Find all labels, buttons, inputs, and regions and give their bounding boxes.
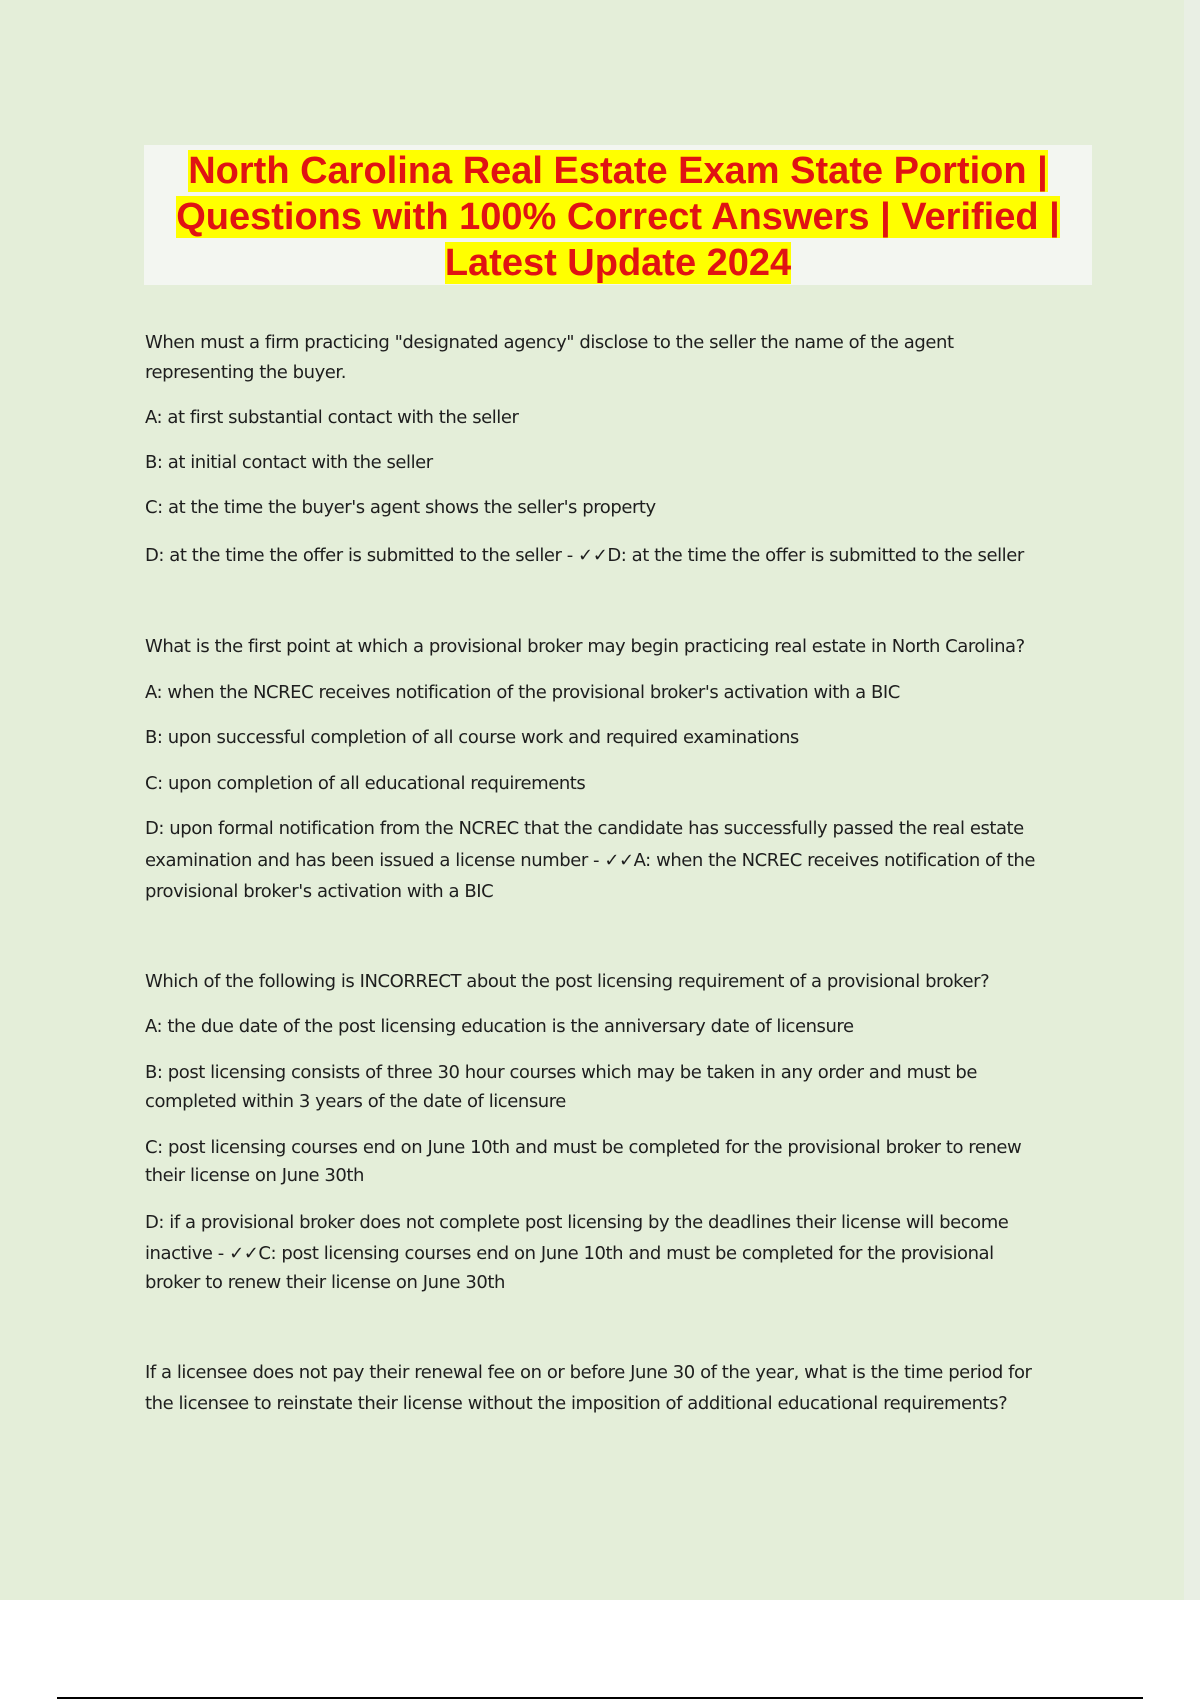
question-1-option-c: C: at the time the buyer's agent shows the seller's property bbox=[145, 497, 656, 518]
question-1-text-line-1: When must a firm practicing "designated agency" disclose to the seller the name of the agent bbox=[145, 332, 954, 353]
question-4-text-line-2: the licensee to reinstate their license without the imposition of additional educational requirements? bbox=[145, 1393, 1008, 1414]
title-line-2: Questions with 100% Correct Answers | Verified | bbox=[176, 196, 1060, 238]
question-3-text: Which of the following is INCORRECT about the post licensing requirement of a provisional broker? bbox=[145, 971, 990, 992]
footer-divider bbox=[57, 1697, 1143, 1699]
question-3-option-d-line-2: inactive - ✓✓C: post licensing courses end on June 10th and must be completed for the provisional bbox=[145, 1243, 994, 1264]
title-line-3: Latest Update 2024 bbox=[444, 242, 792, 284]
question-3-option-a: A: the due date of the post licensing education is the anniversary date of licensure bbox=[145, 1016, 854, 1037]
question-1-option-d-answer: D: at the time the offer is submitted to the seller - ✓✓D: at the time the offer is submitted to the seller bbox=[145, 545, 1024, 566]
question-2-option-d-line-3: provisional broker's activation with a BIC bbox=[145, 881, 494, 902]
question-3-option-c-line-2: their license on June 30th bbox=[145, 1165, 364, 1186]
question-2-option-b: B: upon successful completion of all course work and required examinations bbox=[145, 727, 799, 748]
title-line-1: North Carolina Real Estate Exam State Portion | bbox=[188, 150, 1048, 192]
question-2-option-d-line-2: examination and has been issued a license number - ✓✓A: when the NCREC receives notification of the bbox=[145, 850, 1035, 871]
question-3-option-d-line-3: broker to renew their license on June 30th bbox=[145, 1272, 505, 1293]
title-block bbox=[144, 145, 1092, 285]
question-2-option-a: A: when the NCREC receives notification of the provisional broker's activation with a BIC bbox=[145, 682, 900, 703]
question-2-option-d-line-1: D: upon formal notification from the NCREC that the candidate has successfully passed the real estate bbox=[145, 818, 1024, 839]
question-3-option-b-line-1: B: post licensing consists of three 30 hour courses which may be taken in any order and must be bbox=[145, 1062, 978, 1083]
question-1-text-line-2: representing the buyer. bbox=[145, 362, 347, 383]
page-edge bbox=[1184, 0, 1200, 1600]
document-title bbox=[144, 145, 1092, 286]
question-1-option-b: B: at initial contact with the seller bbox=[145, 452, 433, 473]
question-3-option-b-line-2: completed within 3 years of the date of licensure bbox=[145, 1091, 566, 1112]
question-2-option-c: C: upon completion of all educational requirements bbox=[145, 773, 586, 794]
question-4-text-line-1: If a licensee does not pay their renewal fee on or before June 30 of the year, what is the time period for bbox=[145, 1362, 1032, 1383]
question-2-text: What is the first point at which a provisional broker may begin practicing real estate in North Carolina? bbox=[145, 636, 1025, 657]
question-3-option-d-line-1: D: if a provisional broker does not complete post licensing by the deadlines their license will become bbox=[145, 1212, 1009, 1233]
question-3-option-c-line-1: C: post licensing courses end on June 10th and must be completed for the provisional broker to renew bbox=[145, 1137, 1022, 1158]
question-1-option-a: A: at first substantial contact with the seller bbox=[145, 407, 519, 428]
